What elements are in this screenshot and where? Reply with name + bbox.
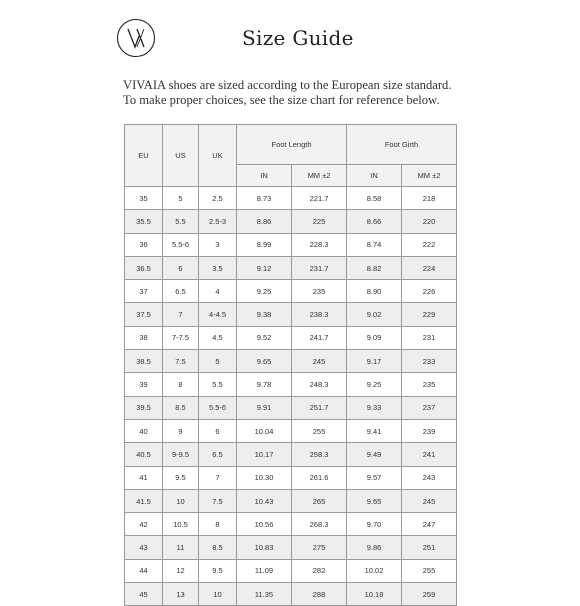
cell-girth-in: 8.74 — [347, 233, 402, 256]
cell-girth-in: 9.02 — [347, 303, 402, 326]
cell-us: 8.5 — [163, 396, 199, 419]
cell-us: 9-9.5 — [163, 443, 199, 466]
table-row — [125, 583, 457, 606]
cell-length-in: 9.38 — [237, 303, 292, 326]
cell-length-mm: 228.3 — [292, 233, 347, 256]
cell-length-mm: 268.3 — [292, 513, 347, 536]
cell-eu: 38.5 — [125, 350, 163, 373]
cell-us: 9.5 — [163, 466, 199, 489]
cell-girth-in: 10.18 — [347, 583, 402, 606]
header-length-in: IN — [237, 165, 292, 187]
table-row — [125, 443, 457, 466]
cell-length-in: 11.09 — [237, 559, 292, 582]
cell-eu: 44 — [125, 559, 163, 582]
cell-girth-in: 9.65 — [347, 489, 402, 512]
cell-length-in: 10.43 — [237, 489, 292, 512]
cell-eu: 36 — [125, 233, 163, 256]
cell-uk: 9.5 — [199, 559, 237, 582]
cell-length-in: 10.17 — [237, 443, 292, 466]
page-title: Size Guide — [242, 26, 354, 50]
cell-length-mm: 261.6 — [292, 466, 347, 489]
cell-length-mm: 282 — [292, 559, 347, 582]
cell-uk: 8.5 — [199, 536, 237, 559]
cell-girth-mm: 241 — [402, 443, 457, 466]
table-row — [125, 559, 457, 582]
cell-length-in: 8.73 — [237, 187, 292, 210]
cell-us: 13 — [163, 583, 199, 606]
cell-us: 6 — [163, 256, 199, 279]
table-row — [125, 280, 457, 303]
cell-eu: 35.5 — [125, 210, 163, 233]
cell-girth-mm: 247 — [402, 513, 457, 536]
cell-girth-in: 10.02 — [347, 559, 402, 582]
cell-girth-in: 9.70 — [347, 513, 402, 536]
cell-uk: 8 — [199, 513, 237, 536]
cell-girth-in: 9.09 — [347, 326, 402, 349]
cell-length-mm: 248.3 — [292, 373, 347, 396]
cell-eu: 39.5 — [125, 396, 163, 419]
cell-length-in: 9.91 — [237, 396, 292, 419]
cell-length-mm: 231.7 — [292, 256, 347, 279]
cell-uk: 5.5 — [199, 373, 237, 396]
header-foot-girth: Foot Girth — [347, 125, 457, 165]
cell-girth-mm: 251 — [402, 536, 457, 559]
cell-length-in: 10.30 — [237, 466, 292, 489]
cell-length-mm: 241.7 — [292, 326, 347, 349]
header-girth-in: IN — [347, 165, 402, 187]
cell-eu: 41 — [125, 466, 163, 489]
cell-eu: 39 — [125, 373, 163, 396]
cell-eu: 37.5 — [125, 303, 163, 326]
cell-length-in: 11.35 — [237, 583, 292, 606]
header-length-mm: MM ±2 — [292, 165, 347, 187]
cell-uk: 2.5 — [199, 187, 237, 210]
cell-eu: 41.5 — [125, 489, 163, 512]
cell-eu: 45 — [125, 583, 163, 606]
cell-eu: 42 — [125, 513, 163, 536]
cell-girth-in: 8.90 — [347, 280, 402, 303]
table-row — [125, 350, 457, 373]
cell-eu: 40.5 — [125, 443, 163, 466]
cell-length-in: 8.99 — [237, 233, 292, 256]
cell-length-mm: 288 — [292, 583, 347, 606]
cell-us: 8 — [163, 373, 199, 396]
table-row — [125, 210, 457, 233]
intro-line-2: To make proper choices, see the size chart for reference below. — [123, 93, 440, 107]
table-row — [125, 233, 457, 256]
cell-uk: 4-4.5 — [199, 303, 237, 326]
cell-length-mm: 221.7 — [292, 187, 347, 210]
cell-us: 10 — [163, 489, 199, 512]
cell-us: 5.5 — [163, 210, 199, 233]
cell-uk: 2.5-3 — [199, 210, 237, 233]
cell-us: 12 — [163, 559, 199, 582]
table-row — [125, 256, 457, 279]
cell-girth-mm: 231 — [402, 326, 457, 349]
cell-uk: 5.5-6 — [199, 396, 237, 419]
cell-eu: 38 — [125, 326, 163, 349]
header-eu: EU — [125, 125, 163, 187]
cell-uk: 3.5 — [199, 256, 237, 279]
cell-us: 6.5 — [163, 280, 199, 303]
size-chart-table — [124, 124, 457, 606]
table-row — [125, 489, 457, 512]
cell-us: 7 — [163, 303, 199, 326]
vivaia-logo-icon — [116, 18, 156, 58]
cell-girth-mm: 220 — [402, 210, 457, 233]
cell-length-in: 9.12 — [237, 256, 292, 279]
intro-line-1: VIVAIA shoes are sized according to the European size standard. — [123, 78, 452, 92]
cell-girth-mm: 229 — [402, 303, 457, 326]
cell-uk: 4.5 — [199, 326, 237, 349]
table-row — [125, 513, 457, 536]
cell-girth-mm: 243 — [402, 466, 457, 489]
table-row — [125, 373, 457, 396]
cell-length-mm: 255 — [292, 419, 347, 442]
cell-eu: 40 — [125, 419, 163, 442]
header-foot-length: Foot Length — [237, 125, 347, 165]
cell-girth-mm: 233 — [402, 350, 457, 373]
cell-girth-in: 9.86 — [347, 536, 402, 559]
cell-girth-in: 8.82 — [347, 256, 402, 279]
cell-girth-in: 9.49 — [347, 443, 402, 466]
cell-girth-in: 9.57 — [347, 466, 402, 489]
table-row — [125, 396, 457, 419]
cell-girth-in: 9.41 — [347, 419, 402, 442]
cell-length-in: 8.86 — [237, 210, 292, 233]
cell-girth-mm: 226 — [402, 280, 457, 303]
cell-girth-mm: 259 — [402, 583, 457, 606]
cell-length-mm: 275 — [292, 536, 347, 559]
cell-eu: 36.5 — [125, 256, 163, 279]
header-uk: UK — [199, 125, 237, 187]
intro-text — [123, 78, 463, 108]
size-chart-body — [125, 187, 457, 606]
table-row — [125, 536, 457, 559]
cell-us: 7.5 — [163, 350, 199, 373]
cell-girth-mm: 255 — [402, 559, 457, 582]
cell-uk: 7.5 — [199, 489, 237, 512]
cell-length-mm: 238.3 — [292, 303, 347, 326]
cell-eu: 35 — [125, 187, 163, 210]
cell-uk: 10 — [199, 583, 237, 606]
cell-girth-mm: 245 — [402, 489, 457, 512]
cell-us: 9 — [163, 419, 199, 442]
cell-uk: 3 — [199, 233, 237, 256]
cell-uk: 7 — [199, 466, 237, 489]
cell-length-mm: 245 — [292, 350, 347, 373]
header-us: US — [163, 125, 199, 187]
table-row — [125, 326, 457, 349]
table-row — [125, 187, 457, 210]
cell-length-in: 9.78 — [237, 373, 292, 396]
cell-girth-in: 8.58 — [347, 187, 402, 210]
cell-us: 10.5 — [163, 513, 199, 536]
cell-girth-in: 9.17 — [347, 350, 402, 373]
cell-girth-in: 9.25 — [347, 373, 402, 396]
cell-length-in: 9.25 — [237, 280, 292, 303]
cell-girth-in: 9.33 — [347, 396, 402, 419]
cell-eu: 37 — [125, 280, 163, 303]
cell-girth-mm: 239 — [402, 419, 457, 442]
table-row — [125, 466, 457, 489]
table-row — [125, 419, 457, 442]
cell-us: 5 — [163, 187, 199, 210]
cell-uk: 4 — [199, 280, 237, 303]
cell-length-mm: 251.7 — [292, 396, 347, 419]
cell-us: 7-7.5 — [163, 326, 199, 349]
cell-eu: 43 — [125, 536, 163, 559]
table-row — [125, 303, 457, 326]
cell-girth-mm: 224 — [402, 256, 457, 279]
cell-length-in: 9.65 — [237, 350, 292, 373]
cell-girth-mm: 235 — [402, 373, 457, 396]
cell-us: 11 — [163, 536, 199, 559]
cell-length-in: 10.04 — [237, 419, 292, 442]
cell-girth-mm: 222 — [402, 233, 457, 256]
cell-length-mm: 258.3 — [292, 443, 347, 466]
cell-length-in: 10.83 — [237, 536, 292, 559]
cell-uk: 5 — [199, 350, 237, 373]
cell-length-in: 9.52 — [237, 326, 292, 349]
cell-length-mm: 235 — [292, 280, 347, 303]
cell-length-mm: 265 — [292, 489, 347, 512]
cell-uk: 6.5 — [199, 443, 237, 466]
cell-length-in: 10.56 — [237, 513, 292, 536]
cell-girth-mm: 237 — [402, 396, 457, 419]
cell-girth-mm: 218 — [402, 187, 457, 210]
header-girth-mm: MM ±2 — [402, 165, 457, 187]
cell-uk: 6 — [199, 419, 237, 442]
cell-length-mm: 225 — [292, 210, 347, 233]
cell-girth-in: 8.66 — [347, 210, 402, 233]
cell-us: 5.5-6 — [163, 233, 199, 256]
